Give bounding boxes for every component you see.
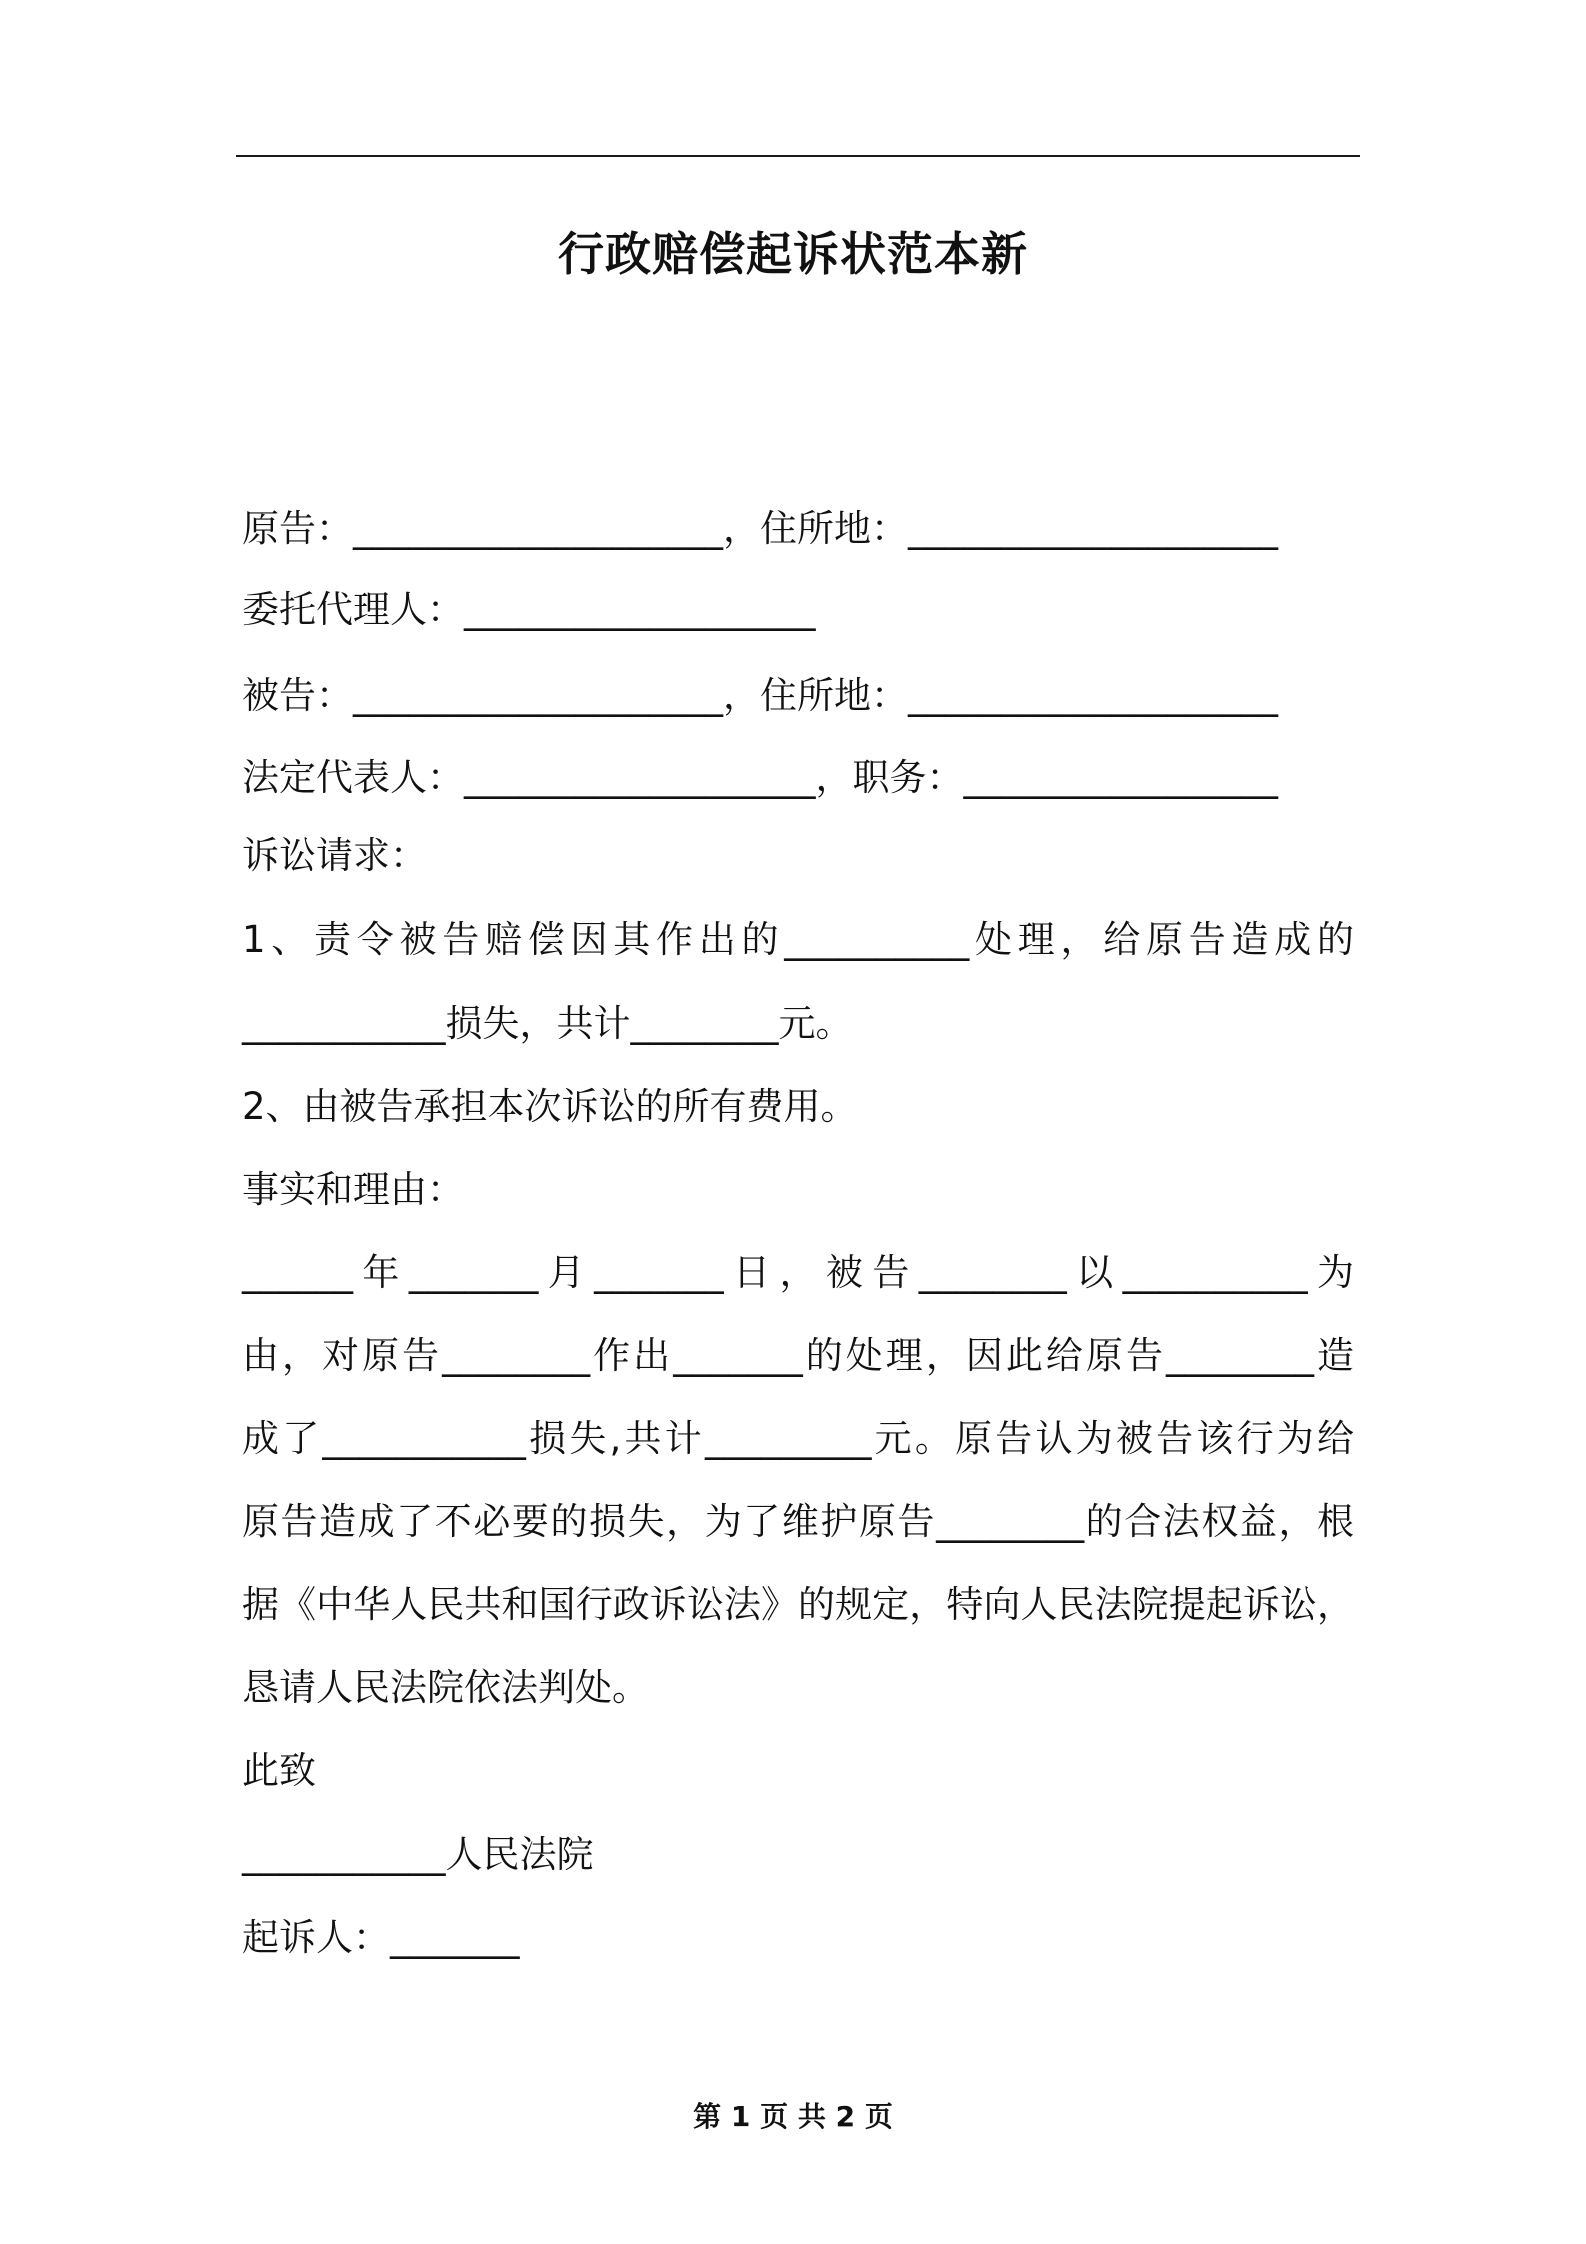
- claim-1-line-1: 1、责令被告赔偿因其作出的__________处理，给原告造成的: [242, 918, 1354, 961]
- facts-heading: 事实和理由：: [242, 1168, 464, 1211]
- plaintiff-line: 原告：____________________，住所地：____________________: [242, 507, 1278, 550]
- claims-heading: 诉讼请求：: [242, 834, 427, 877]
- plaintiff-signature-line: 起诉人：_______: [242, 1916, 520, 1959]
- claim-1-line-2: ___________损失，共计________元。: [242, 1002, 853, 1045]
- facts-line-4: 原告造成了不必要的损失，为了维护原告________的合法权益，根: [242, 1500, 1354, 1543]
- header-rule: [236, 155, 1360, 157]
- facts-line-5: 据《中华人民共和国行政诉讼法》的规定，特向人民法院提起诉讼，: [242, 1583, 1354, 1626]
- facts-line-3: 成了___________损失,共计_________元。原告认为被告该行为给: [242, 1417, 1354, 1460]
- salutation: 此致: [242, 1749, 316, 1792]
- agent-line: 委托代理人：___________________: [242, 588, 816, 631]
- facts-line-2: 由，对原告________作出_______的处理，因此给原告________造: [242, 1334, 1354, 1377]
- facts-line-6: 恳请人民法院依法判处。: [242, 1666, 649, 1709]
- legal-rep-line: 法定代表人：___________________，职务：_________________: [242, 756, 1278, 799]
- facts-line-1: ______年_______月_______日，被告________以__________为: [242, 1251, 1354, 1294]
- page-footer: 第 1 页 共 2 页: [693, 2100, 893, 2133]
- claim-2: 2、由被告承担本次诉讼的所有费用。: [242, 1085, 858, 1128]
- court-line: ___________人民法院: [242, 1833, 594, 1876]
- document-title: 行政赔偿起诉状范本新: [558, 227, 1028, 281]
- defendant-line: 被告：____________________，住所地：____________________: [242, 674, 1278, 717]
